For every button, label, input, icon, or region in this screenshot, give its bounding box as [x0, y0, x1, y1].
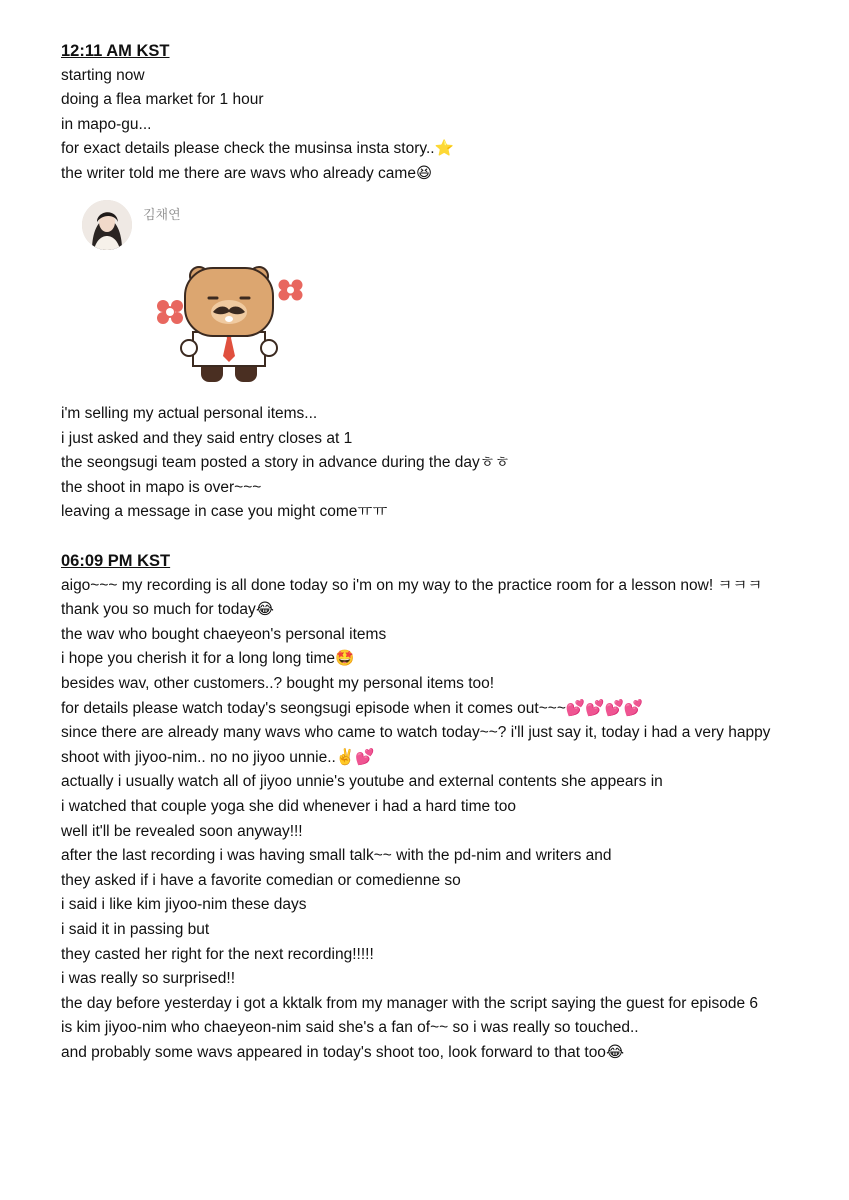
- text-line: the writer told me there are wavs who already came😆: [61, 164, 433, 182]
- section-1-header: [61, 39, 821, 187]
- text-line: the wav who bought chaeyeon's personal items: [61, 625, 387, 643]
- text-line: since there are already many wavs who came to watch today~~? i'll just say it, today i had a very happy shoot with jiyoo-nim.. no no jiyoo unnie..✌️💕: [61, 724, 771, 766]
- text-line: the day before yesterday i got a kktalk from my manager with the script saying the guest for episode 6: [61, 994, 758, 1012]
- text-line: they asked if i have a favorite comedian or comedienne so: [61, 871, 461, 889]
- timestamp-1: 12:11 AM KST: [61, 42, 170, 60]
- text-line: i said i like kim jiyoo-nim these days: [61, 896, 307, 914]
- text-line: in mapo-gu...: [61, 115, 152, 133]
- profile-name: 김채연: [143, 207, 181, 222]
- text-line: the shoot in mapo is over~~~: [61, 478, 262, 496]
- text-line: is kim jiyoo-nim who chaeyeon-nim said she's a fan of~~ so i was really so touched..: [61, 1019, 639, 1037]
- text-line: aigo~~~ my recording is all done today so i'm on my way to the practice room for a lesson now! ㅋㅋㅋ: [61, 576, 763, 594]
- text-line: for exact details please check the musinsa insta story..⭐: [61, 140, 454, 158]
- text-line: for details please watch today's seongsugi episode when it comes out~~~💕💕💕💕: [61, 699, 644, 717]
- text-line: the seongsugi team posted a story in advance during the dayㅎㅎ: [61, 454, 510, 472]
- text-line: starting now: [61, 66, 145, 84]
- text-line: after the last recording i was having small talk~~ with the pd-nim and writers and: [61, 847, 612, 865]
- text-line: i hope you cherish it for a long long time🤩: [61, 650, 355, 668]
- text-line: doing a flea market for 1 hour: [61, 91, 264, 109]
- text-line: i watched that couple yoga she did whenever i had a hard time too: [61, 797, 516, 815]
- text-line: i was really so surprised!!: [61, 970, 236, 988]
- text-line: actually i usually watch all of jiyoo unnie's youtube and external contents she appears in: [61, 773, 663, 791]
- text-line: besides wav, other customers..? bought my personal items too!: [61, 674, 495, 692]
- text-line: thank you so much for today😂: [61, 601, 274, 619]
- section-2: [61, 549, 791, 1065]
- text-line: they casted her right for the next recording!!!!!: [61, 945, 374, 963]
- text-line: leaving a message in case you might comeㅠㅠ: [61, 503, 388, 521]
- section-1-continued: [61, 402, 821, 525]
- flower-icon: [279, 280, 303, 301]
- text-line: i'm selling my actual personal items...: [61, 405, 318, 422]
- text-line: i said it in passing but: [61, 920, 210, 938]
- text-line: and probably some wavs appeared in today's shoot too, look forward to that too😂: [61, 1043, 625, 1061]
- timestamp-2: 06:09 PM KST: [61, 552, 171, 570]
- bear-sticker-image: [155, 262, 305, 386]
- text-line: well it'll be revealed soon anyway!!!: [61, 822, 303, 840]
- text-line: i just asked and they said entry closes at 1: [61, 429, 353, 447]
- avatar: [82, 200, 132, 250]
- flower-icon: [157, 300, 183, 324]
